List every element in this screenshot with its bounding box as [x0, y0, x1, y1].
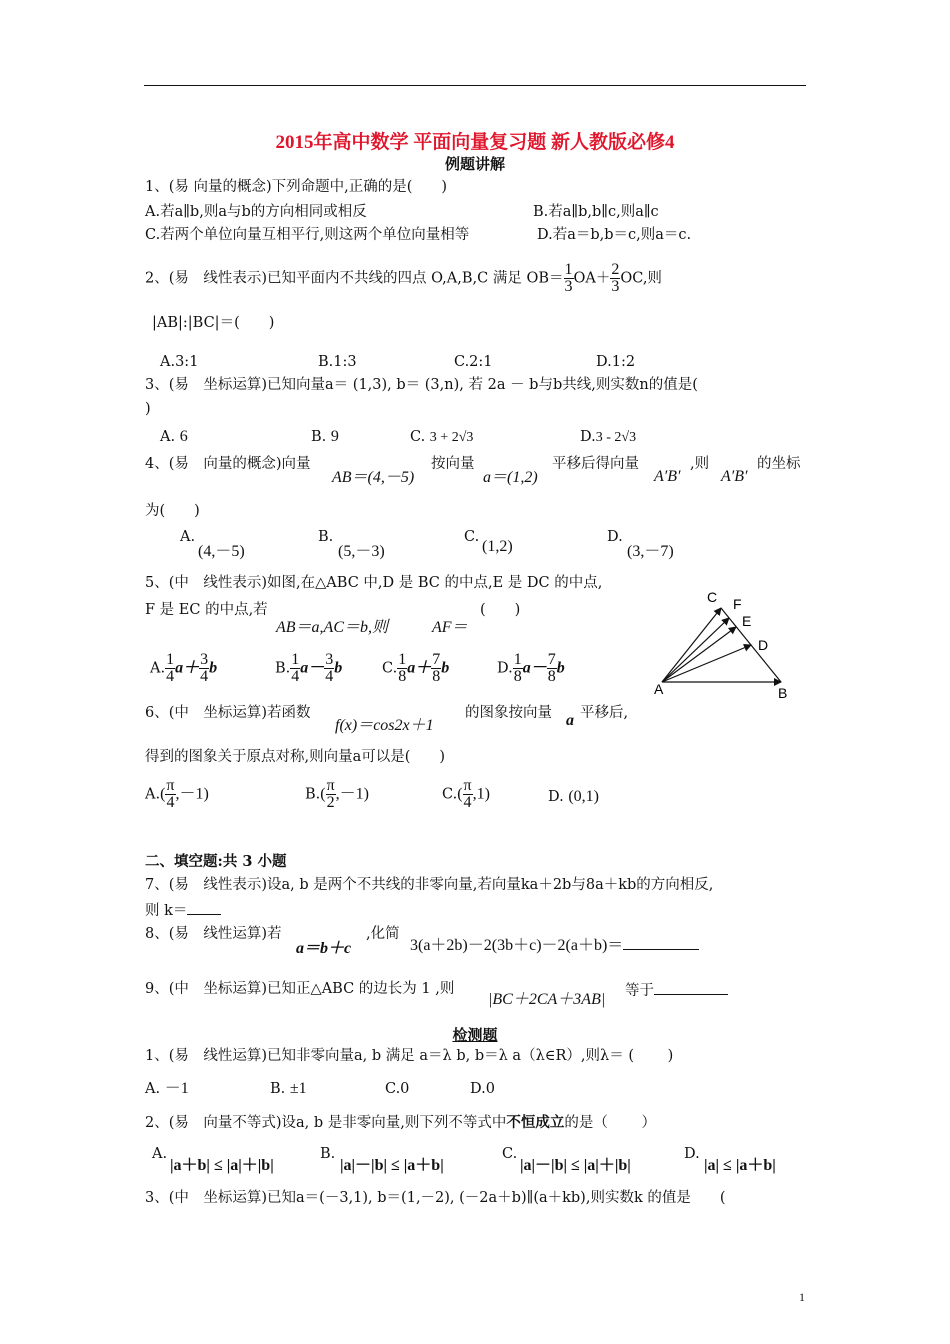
- q6-b-frac: [326, 778, 336, 811]
- q6-a-pre: (: [160, 785, 166, 803]
- t2-stem-2: 的是（ ）: [564, 1115, 657, 1131]
- q3-stem: 3、(易 坐标运算)已知向量a＝ (1,3), b＝ (3,n), 若 2a － b与b共线,则实数n的值是(: [145, 377, 698, 393]
- q6-d-label: D.: [548, 789, 564, 805]
- q3-b-label: B.: [311, 429, 327, 445]
- q5-a-op: a＋: [175, 659, 200, 677]
- q6-a-num: π: [166, 777, 175, 794]
- q5-a-frac-1: [165, 652, 175, 685]
- q4-option-c-label: C.: [464, 529, 480, 545]
- q5-d-frac-1: [513, 652, 523, 685]
- q5-line-2b: AB＝a,AC＝b,则: [276, 619, 388, 636]
- q5-c-d2: 8: [432, 668, 441, 685]
- q5-c-label: C.: [382, 660, 398, 677]
- q4-stem-3: 平移后得向量: [552, 456, 639, 472]
- q5-a-end: b: [209, 659, 218, 677]
- q6-vector-a: a: [566, 712, 574, 729]
- q6-option-b: [305, 778, 369, 811]
- q6-b-pre: (: [320, 785, 326, 803]
- q6-c-frac: [463, 778, 473, 811]
- q5-b-d2: 4: [325, 668, 334, 685]
- q4-vector-a-prime-b-prime: A′B′: [654, 468, 681, 485]
- q9-expression: |BC＋2CA＋3AB|: [488, 991, 606, 1008]
- t1-b-label: B.: [270, 1081, 286, 1097]
- q5-c-d1: 8: [398, 668, 407, 685]
- q6-c-num: π: [463, 777, 472, 794]
- q5-b-label: B.: [275, 660, 291, 677]
- q5-d-label: D.: [497, 660, 513, 677]
- header-rule: [144, 85, 806, 86]
- q5-d-end: b: [556, 659, 565, 677]
- q5-a-n2: 3: [200, 651, 209, 668]
- q4-vector-a: a＝(1,2): [483, 469, 538, 486]
- q1-option-c: C.若两个单位向量互相平行,则这两个单位向量相等: [145, 227, 470, 243]
- q2-fraction-2: [610, 262, 620, 295]
- q6-c-den: 4: [463, 794, 472, 811]
- q6-b-num: π: [326, 777, 335, 794]
- q5-line-2d: ( ): [480, 602, 521, 618]
- q5-d-d2: 8: [547, 668, 556, 685]
- q5-option-c: [382, 652, 449, 685]
- q4-stem-4: ,则: [690, 456, 710, 472]
- q8-answer-blank[interactable]: [623, 935, 699, 950]
- q2-frac2-den: 3: [611, 278, 620, 295]
- q2-frac1-den: 3: [564, 278, 573, 295]
- q3-option-b: [311, 428, 339, 446]
- t2-option-c-label: C.: [502, 1146, 518, 1162]
- q5-option-a: [150, 652, 217, 685]
- q6-line-1c: 平移后,: [580, 705, 629, 721]
- q6-b-label: B.: [305, 786, 321, 803]
- t1-a-value: －1: [164, 1080, 189, 1097]
- q6-a-label: A.: [145, 786, 161, 803]
- q5-b-frac-2: [324, 652, 334, 685]
- q9-line-1a: 9、(中 坐标运算)已知正△ABC 的边长为 1 ,则: [145, 981, 455, 997]
- q2-frac2-num: 2: [611, 261, 620, 278]
- label-a: A: [654, 681, 664, 697]
- q5-d-frac-2: [547, 652, 557, 685]
- q6-line-1b: 的图象按向量: [465, 705, 552, 721]
- q4-option-b-value: (5,－3): [338, 543, 385, 560]
- t1-option-d: D.0: [470, 1081, 495, 1097]
- q3-d-value: 3 - 2√3: [595, 430, 637, 445]
- q5-c-op: a＋: [407, 659, 432, 677]
- q8-expr-1: a＝b＋c: [296, 940, 352, 957]
- q4-stem-1: 4、(易 向量的概念)向量: [145, 456, 311, 472]
- q5-b-n1: 1: [291, 651, 300, 668]
- t1-a-label: A.: [145, 1081, 161, 1097]
- t2-option-d-value: |a| ≤ |a＋b|: [704, 1157, 776, 1174]
- q1-option-a: A.若a∥b,则a与b的方向相同或相反: [145, 204, 367, 220]
- q4-stem-2: 按向量: [431, 456, 475, 472]
- t2-stem-bold: 不恒成立: [506, 1114, 565, 1131]
- section-examples-heading: 例题讲解: [444, 155, 505, 173]
- q4-option-c-value: (1,2): [482, 538, 513, 555]
- q5-option-b: [275, 652, 342, 685]
- vector-ad: [662, 645, 751, 682]
- q6-a-post: ,－1): [175, 785, 209, 803]
- q6-line-1a: 6、(中 坐标运算)若函数: [145, 705, 311, 721]
- label-f: F: [733, 596, 742, 612]
- page-number: 1: [799, 1290, 805, 1304]
- q2-frac1-num: 1: [564, 261, 573, 278]
- q6-c-pre: (: [457, 785, 463, 803]
- q4-option-d-label: D.: [607, 529, 623, 545]
- section-test-heading: 检测题: [452, 1026, 498, 1044]
- q5-b-frac-1: [290, 652, 300, 685]
- q8-line-1a: 8、(易 线性运算)若: [145, 926, 282, 942]
- q6-c-label: C.: [442, 786, 458, 803]
- q2-option-d: D.1:2: [596, 354, 636, 370]
- t1-b-value: ±1: [289, 1080, 307, 1097]
- q5-a-frac-2: [199, 652, 209, 685]
- q5-option-d: [497, 652, 565, 685]
- q9-answer-blank[interactable]: [654, 980, 728, 995]
- q1-stem: 1、(易 向量的概念)下列命题中,正确的是( ): [145, 179, 448, 195]
- q3-b-value: 9: [330, 428, 339, 445]
- q5-b-d1: 4: [291, 668, 300, 685]
- q4-option-a-label: A.: [180, 529, 196, 545]
- q5-a-d2: 4: [200, 668, 209, 685]
- q4-option-b-label: B.: [318, 529, 334, 545]
- q2-expression: |AB|:|BC|＝( ): [152, 315, 275, 331]
- q5-c-n2: 7: [432, 651, 441, 668]
- q6-c-post: ,1): [472, 785, 490, 803]
- q4-option-a-value: (4,－5): [198, 543, 245, 560]
- t1-option-a: [145, 1080, 189, 1098]
- q4-vector-ab: AB＝(4,－5): [332, 469, 415, 486]
- label-c: C: [707, 589, 718, 605]
- q5-line-1: 5、(中 线性表示)如图,在△ABC 中,D 是 BC 的中点,E 是 DC 的中点,: [145, 575, 603, 591]
- q3-a-label: A.: [160, 429, 176, 445]
- q5-b-end: b: [334, 659, 343, 677]
- q3-option-d: [580, 428, 636, 447]
- q6-option-c: [442, 778, 490, 811]
- t2-option-a-value: |a＋b| ≤ |a|＋|b|: [170, 1157, 274, 1174]
- q9-line-1b-text: 等于: [625, 983, 654, 999]
- q2-stem-mid: OA＋: [573, 270, 611, 287]
- q5-a-n1: 1: [166, 651, 175, 668]
- q5-b-n2: 3: [325, 651, 334, 668]
- q7-line-2: [145, 900, 221, 920]
- q4-stem-5: 的坐标: [757, 456, 801, 472]
- t2-option-b-label: B.: [320, 1146, 336, 1162]
- q5-b-op: a－: [300, 659, 325, 677]
- t2-option-a-label: A.: [152, 1146, 168, 1162]
- q8-line-1b: ,化简: [366, 926, 400, 942]
- q3-d-label: D.: [580, 429, 596, 445]
- q3-a-value: 6: [179, 428, 188, 445]
- q4-vector-a-prime-b-prime-2: A′B′: [721, 468, 748, 485]
- t1-stem: 1、(易 线性运算)已知非零向量a, b 满足 a＝λ b, b＝λ a（λ∈R）,则λ＝ ( ): [145, 1048, 674, 1064]
- q5-d-d1: 8: [513, 668, 522, 685]
- q2-option-b: B.1:3: [318, 354, 357, 370]
- q3-option-c: [410, 428, 473, 447]
- q6-b-post: ,－1): [335, 785, 370, 803]
- q2-option-c: C.2:1: [454, 354, 493, 370]
- vector-af: [662, 618, 729, 682]
- section-fill-in-heading: 二、填空题:共 3 小题: [145, 853, 287, 870]
- t1-option-c: C.0: [385, 1081, 410, 1097]
- q7-answer-blank[interactable]: [187, 900, 221, 915]
- q4-stem-6: 为( ): [145, 503, 200, 519]
- q6-option-a: [145, 778, 209, 811]
- q6-d-value: (0,1): [568, 788, 599, 805]
- q3-stem-close: ): [145, 401, 151, 417]
- t2-option-b-value: |a|－|b| ≤ |a＋b|: [340, 1157, 444, 1174]
- q3-c-value: 3 + 2√3: [429, 430, 474, 445]
- q5-c-n1: 1: [398, 651, 407, 668]
- q6-a-frac: [165, 778, 175, 811]
- t2-option-c-value: |a|－|b| ≤ |a|＋|b|: [520, 1157, 631, 1174]
- q5-d-n2: 7: [547, 651, 556, 668]
- q8-expr-2: 3(a＋2b)－2(3b＋c)－2(a＋b)＝: [410, 937, 624, 954]
- q1-option-b: B.若a∥b,b∥c,则a∥c: [533, 204, 659, 220]
- page-title: 2015年高中数学 平面向量复习题 新人教版必修4: [275, 132, 675, 153]
- q5-line-2a: F 是 EC 的中点,若: [145, 602, 268, 618]
- t1-option-b: [270, 1080, 307, 1098]
- q1-option-d: D.若a＝b,b＝c,则a＝c.: [537, 227, 692, 243]
- label-d: D: [758, 637, 769, 653]
- t2-stem: [145, 1114, 656, 1132]
- q6-a-den: 4: [166, 794, 175, 811]
- q2-stem: [145, 262, 662, 295]
- q2-stem-tail: OC,则: [620, 270, 662, 287]
- t2-stem-1: 2、(易 向量不等式)设a, b 是非零向量,则下列不等式中: [145, 1115, 507, 1131]
- q6-line-2: 得到的图象关于原点对称,则向量a可以是( ): [145, 749, 446, 765]
- q6-b-den: 2: [326, 794, 335, 811]
- t2-option-d-label: D.: [684, 1146, 700, 1162]
- triangle-vector-figure: [640, 582, 800, 704]
- q4-option-d-value: (3,－7): [627, 543, 674, 560]
- q6-option-d: [548, 788, 599, 806]
- q3-c-label: C.: [410, 429, 426, 445]
- q5-c-end: b: [441, 659, 450, 677]
- q2-fraction-1: [564, 262, 574, 295]
- q5-c-frac-2: [431, 652, 441, 685]
- q2-option-a: A.3:1: [160, 354, 199, 370]
- q7-line-2-text: 则 k＝: [145, 903, 188, 919]
- q5-a-d1: 4: [166, 668, 175, 685]
- label-b: B: [778, 685, 788, 701]
- q8-expr-2-wrap: [410, 932, 699, 955]
- q5-d-n1: 1: [513, 651, 522, 668]
- q7-line-1: 7、(易 线性表示)设a, b 是两个不共线的非零向量,若向量ka＋2b与8a＋kb的方向相反,: [145, 877, 714, 893]
- q9-line-1b: [625, 980, 728, 1000]
- q2-stem-text: 2、(易 线性表示)已知平面内不共线的四点 O,A,B,C 满足 OB＝: [145, 270, 564, 287]
- q5-line-2c: AF＝: [432, 619, 468, 636]
- t3-stem: 3、(中 坐标运算)已知a＝(－3,1), b＝(1,－2), (－2a＋b)∥(a＋kb),则实数k 的值是 (: [145, 1190, 726, 1206]
- q5-a-label: A.: [150, 660, 166, 677]
- label-e: E: [742, 613, 752, 629]
- q5-d-op: a－: [522, 659, 547, 677]
- q5-c-frac-1: [397, 652, 407, 685]
- q3-option-a: [160, 428, 188, 446]
- q6-function: f(x)＝cos2x＋1: [335, 717, 434, 734]
